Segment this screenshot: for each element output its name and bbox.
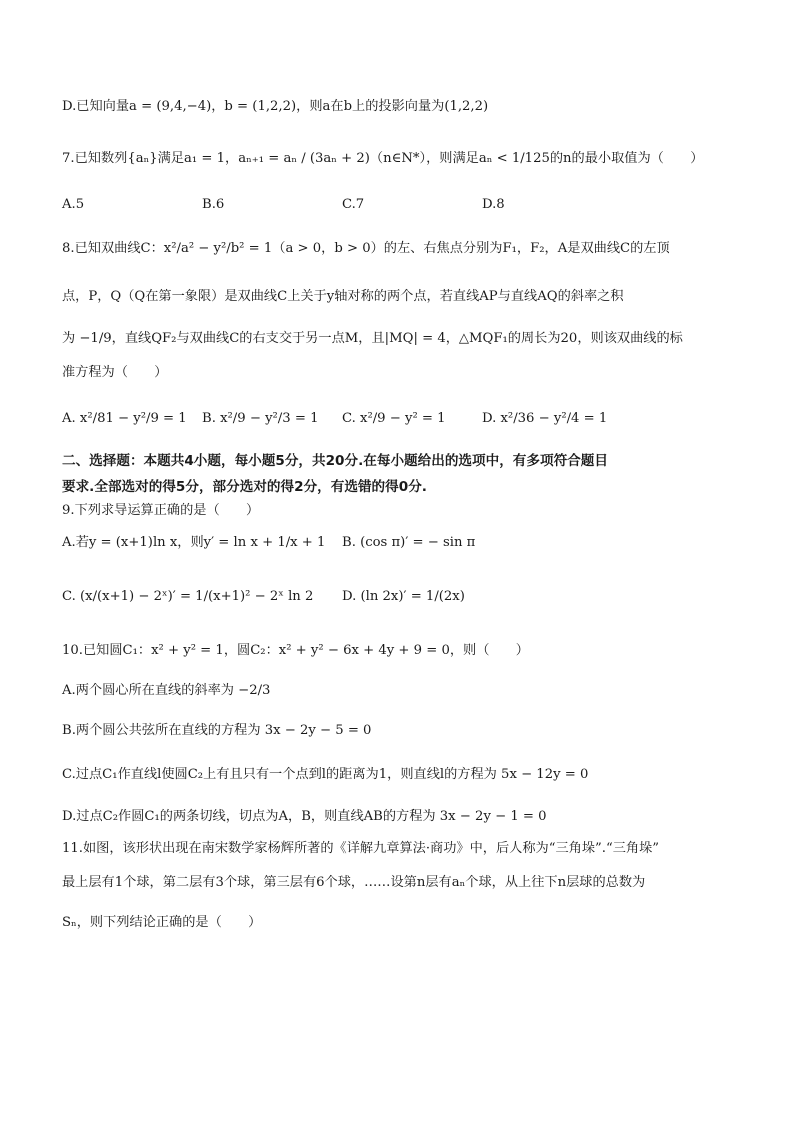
q11-stem-line-1: 11.如图，该形状出现在南宋数学家杨辉所著的《详解九章算法·商功》中，后人称为“三角垛”.“三角垛”: [62, 841, 660, 856]
q9-option-b: B. (cos π)′ = − sin π: [342, 535, 476, 550]
q9-option-d: D. (ln 2x)′ = 1/(2x): [342, 589, 465, 604]
q8-stem-line-2: 点，P，Q（Q在第一象限）是双曲线C上关于y轴对称的两个点，若直线AP与直线AQ的斜率之积: [62, 289, 624, 304]
q10-stem: 10.已知圆C₁：x² + y² = 1，圆C₂：x² + y² − 6x + 4y + 9 = 0，则（ ）: [62, 643, 529, 658]
q8-option-c: C. x²/9 − y² = 1: [342, 411, 446, 426]
q7-option-b: B.6: [202, 197, 225, 212]
q7-option-c: C.7: [342, 197, 365, 212]
q7-stem: 7.已知数列{aₙ}满足a₁ = 1，aₙ₊₁ = aₙ / (3aₙ + 2)（n∈N*），则满足aₙ < 1/125的n的最小取值为（ ）: [62, 151, 704, 166]
q8-option-b: B. x²/9 − y²/3 = 1: [202, 411, 319, 426]
q8-stem-line-4: 准方程为（ ）: [62, 365, 168, 380]
q11-stem-line-2: 最上层有1个球，第二层有3个球，第三层有6个球，……设第n层有aₙ个球，从上往下n层球的总数为: [62, 875, 646, 890]
q10-option-d: D.过点C₂作圆C₁的两条切线，切点为A，B，则直线AB的方程为 3x − 2y − 1 = 0: [62, 809, 547, 824]
q10-option-a: A.两个圆心所在直线的斜率为 −2/3: [62, 683, 271, 698]
q10-option-b: B.两个圆公共弦所在直线的方程为 3x − 2y − 5 = 0: [62, 723, 372, 738]
section-2-heading-line-1: 二、选择题：本题共4小题，每小题5分，共20分.在每小题给出的选项中，有多项符合题目: [62, 453, 608, 469]
q8-stem-line-3: 为 −1/9，直线QF₂与双曲线C的右支交于另一点M，且|MQ| = 4，△MQF₁的周长为20，则该双曲线的标: [62, 331, 683, 346]
q9-option-c: C. (x/(x+1) − 2ˣ)′ = 1/(x+1)² − 2ˣ ln 2: [62, 589, 314, 604]
q8-option-d: D. x²/36 − y²/4 = 1: [482, 411, 608, 426]
section-2-heading-line-2: 要求.全部选对的得5分，部分选对的得2分，有选错的得0分.: [62, 479, 427, 495]
q8-option-a: A. x²/81 − y²/9 = 1: [62, 411, 187, 426]
q10-option-c: C.过点C₁作直线l使圆C₂上有且只有一个点到l的距离为1，则直线l的方程为 5x − 12y = 0: [62, 767, 589, 782]
q7-option-d: D.8: [482, 197, 505, 212]
q7-option-a: A.5: [62, 197, 85, 212]
q11-stem-line-3: Sₙ，则下列结论正确的是（ ）: [62, 915, 262, 930]
q9-option-a: A.若y = (x+1)ln x，则y′ = ln x + 1/x + 1: [62, 535, 326, 550]
q6-option-d: D.已知向量a = (9,4,−4)，b = (1,2,2)，则a在b上的投影向量为(1,2,2): [62, 99, 489, 114]
q9-stem: 9.下列求导运算正确的是（ ）: [62, 503, 260, 518]
q8-stem-line-1: 8.已知双曲线C：x²/a² − y²/b² = 1（a > 0，b > 0）的左、右焦点分别为F₁，F₂，A是双曲线C的左顶: [62, 241, 670, 256]
